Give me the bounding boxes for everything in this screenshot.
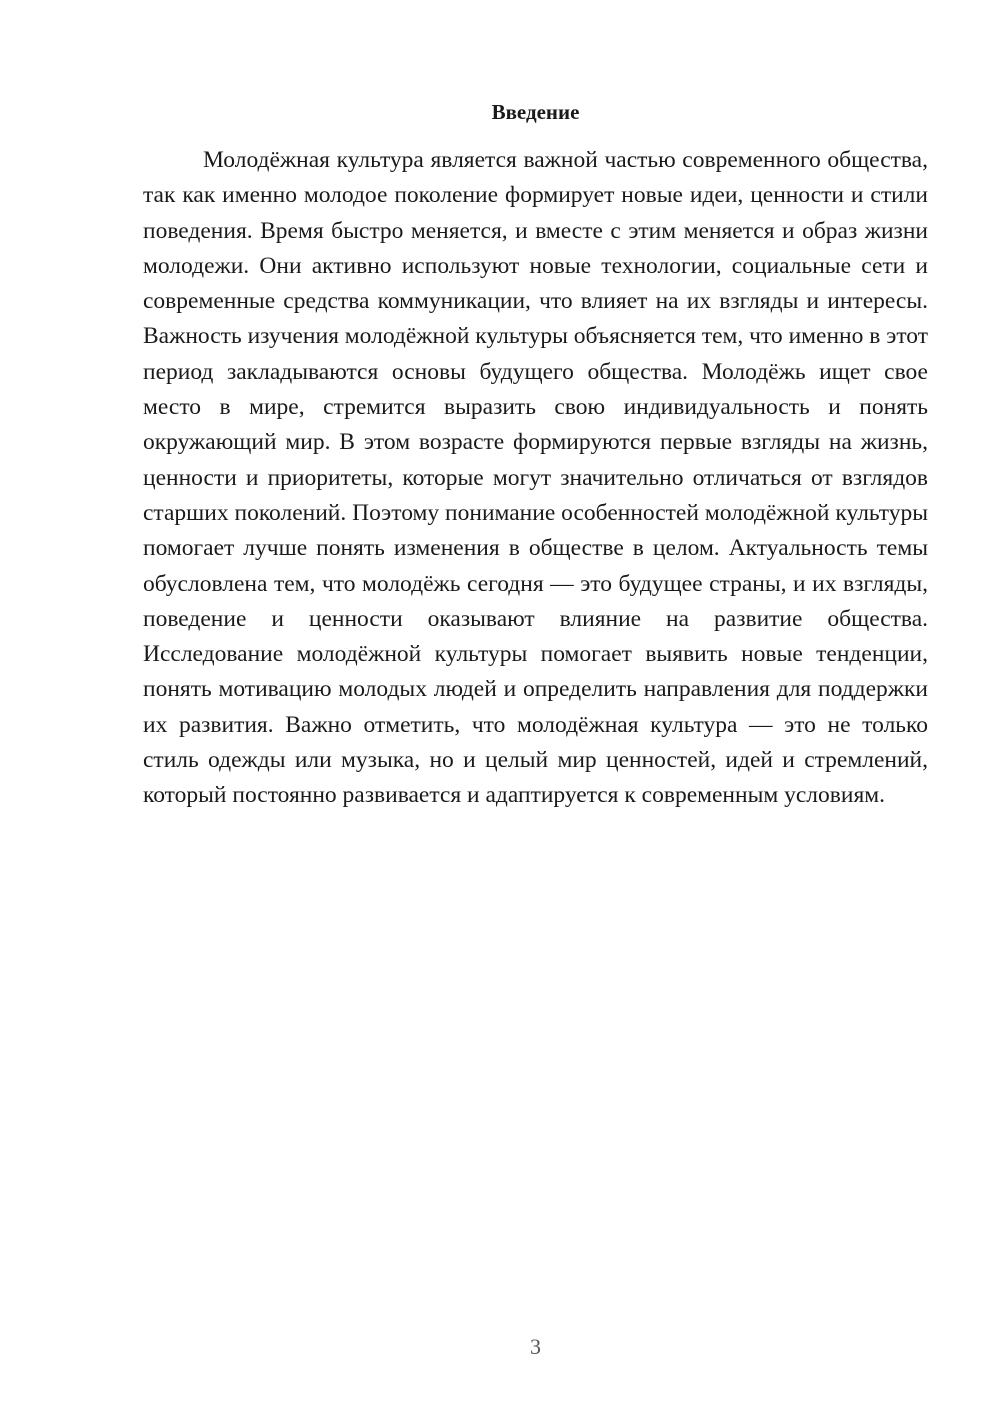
section-heading: Введение bbox=[491, 100, 580, 124]
page-number: 3 bbox=[530, 1334, 541, 1359]
body-paragraph: Молодёжная культура является важной частью современного общества, так как именно молодое поколение формирует новые идеи, ценности и стили поведения. Время быстро меняется, и вместе с этим меняется и образ жизни молодежи. Они активно используют новые технологии, социальные сети и современные средства коммуникации, что влияет на их взгляды и интересы. Важность изучения молодёжной культуры объясняется тем, что именно в этот период закладываются основы будущего общества. Молодёжь ищет свое место в мире, стремится выразить свою индивидуальность и понять окружающий мир. В этом возрасте формируются первые взгляды на жизнь, ценности и приоритеты, которые могут значительно отличаться от взглядов старших поколений. Поэтому понимание особенностей молодёжной культуры помогает лучше понять изменения в обществе в целом. Актуальность темы обусловлена тем, что молодёжь сегодня — это будущее страны, и их взгляды, поведение и ценности оказывают влияние на развитие общества. Исследование молодёжной культуры помогает выявить новые тенденции, понять мотивацию молодых людей и определить направления для поддержки их развития. Важно отметить, что молодёжная культура — это не только стиль одежды или музыка, но и целый мир ценностей, идей и стремлений, который постоянно развивается и адаптируется к современным условиям. bbox=[143, 147, 928, 809]
